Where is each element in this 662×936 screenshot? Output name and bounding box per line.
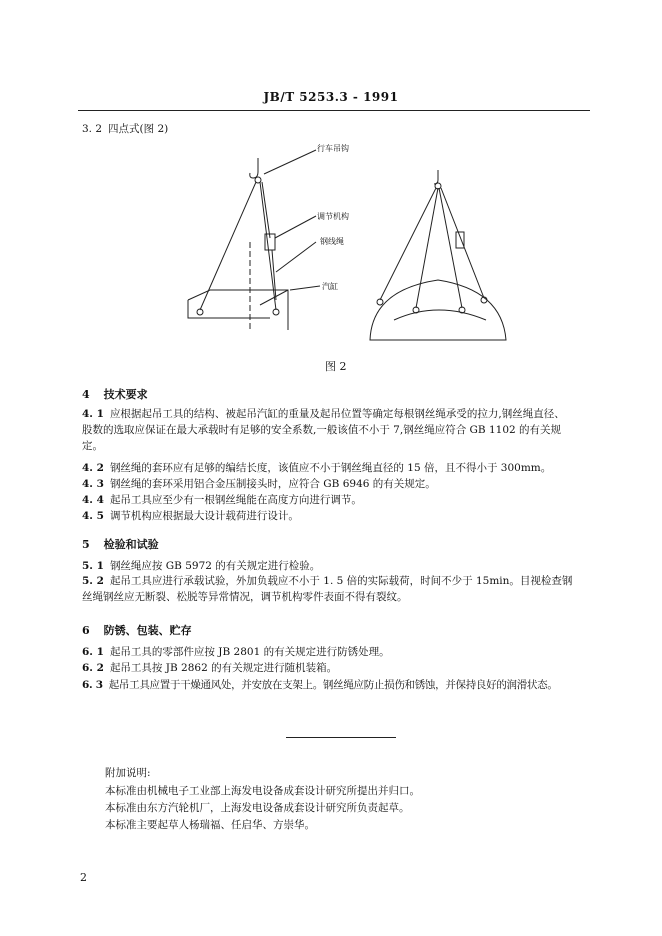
item-number: 4. 2 xyxy=(82,462,104,474)
section-title: 技术要求 xyxy=(103,388,148,401)
item-number: 4. 3 xyxy=(82,478,104,490)
item-text-line: 应根据起吊工具的结构、被起吊汽缸的重量及起吊位置等确定每根钢丝绳承受的拉力,钢丝绳直径、 xyxy=(109,408,565,420)
section-number: 3. 2 xyxy=(82,123,103,135)
section-5-heading xyxy=(82,536,159,552)
item-4-3 xyxy=(82,476,436,491)
section-title: 防锈、包装、贮存 xyxy=(103,624,192,637)
item-4-2 xyxy=(82,460,551,475)
adjuster-right xyxy=(456,232,464,248)
item-4-5 xyxy=(82,508,299,523)
section-number: 4 xyxy=(82,388,90,401)
item-6-3 xyxy=(82,677,558,692)
section-title: 四点式(图 2) xyxy=(108,123,169,135)
leader-cylinder xyxy=(290,286,320,290)
item-text: 调节机构应根据最大设计载荷进行设计。 xyxy=(109,510,299,522)
label-adjuster: 调节机构 xyxy=(317,212,349,221)
appendix-line: 本标准由东方汽轮机厂，上海发电设备成套设计研究所负责起草。 xyxy=(105,802,410,814)
item-text-line: 定。 xyxy=(82,440,103,452)
leader-wire xyxy=(276,242,316,272)
cylinder-inner-arc xyxy=(394,310,486,320)
appendix-line: 本标准主要起草人杨瑞福、任启华、方崇华。 xyxy=(105,819,315,831)
header-rule xyxy=(78,110,590,111)
item-text: 钢丝绳的套环应有足够的编结长度，该值应不小于钢丝绳直径的 15 倍，且不得小于 300mm。 xyxy=(109,462,552,474)
standard-header: JB/T 5253.3 - 1991 xyxy=(263,90,399,104)
item-text-line: 丝绳钢丝应无断裂、松脱等异常情况，调节机构零件表面不得有裂纹。 xyxy=(82,591,408,603)
item-number: 5. 1 xyxy=(82,560,104,572)
item-number: 4. 5 xyxy=(82,510,104,522)
page-number: 2 xyxy=(80,871,87,884)
appendix-separator xyxy=(286,737,396,738)
hook-shape-right xyxy=(434,170,438,184)
leader-hook xyxy=(264,150,316,174)
label-wire: 钢线绳 xyxy=(320,237,344,246)
section-4-heading xyxy=(82,386,148,402)
item-6-2 xyxy=(82,660,337,675)
appendix-line: 本标准由机械电子工业部上海发电设备成套设计研究所提出并归口。 xyxy=(105,785,420,797)
item-text: 钢丝绳应按 GB 5972 的有关规定进行检验。 xyxy=(109,560,321,572)
hook-shape xyxy=(250,158,258,178)
item-number: 6. 3 xyxy=(82,679,103,691)
section-title: 检验和试验 xyxy=(103,538,159,551)
item-text: 起吊工具应置于干燥通风处，并安放在支架上。钢丝绳应防止损伤和锈蚀，并保持良好的润滑状态。 xyxy=(108,679,558,691)
item-number: 6. 2 xyxy=(82,662,104,674)
figure-caption: 图 2 xyxy=(325,360,347,373)
section-number: 5 xyxy=(82,538,90,551)
section-6-heading xyxy=(82,622,192,638)
leader-adjuster xyxy=(275,216,316,238)
item-6-1 xyxy=(82,644,390,659)
item-number: 4. 1 xyxy=(82,408,104,420)
item-text: 起吊工具的零部件应按 JB 2801 的有关规定进行防锈处理。 xyxy=(109,646,390,658)
item-5-1 xyxy=(82,558,320,573)
item-text: 起吊工具按 JB 2862 的有关规定进行随机装箱。 xyxy=(109,662,338,674)
item-4-1 xyxy=(82,406,602,454)
section-3-2-heading xyxy=(82,121,168,136)
item-5-2 xyxy=(82,573,602,605)
figure-2-drawing xyxy=(180,140,520,350)
item-text: 起吊工具应至少有一根钢丝绳能在高度方向进行调节。 xyxy=(109,494,362,506)
item-4-4 xyxy=(82,492,362,507)
section-number: 6 xyxy=(82,624,90,637)
rope-left-back xyxy=(260,182,276,310)
item-number: 4. 4 xyxy=(82,494,104,506)
item-text-line: 起吊工具应进行承载试验，外加负载应不小于 1. 5 倍的实际载荷，时间不少于 15min。目视检查钢 xyxy=(109,575,573,587)
item-number: 6. 1 xyxy=(82,646,104,658)
item-number: 5. 2 xyxy=(82,575,104,587)
item-text-line: 股数的选取应保证在最大承载时有足够的安全系数,一般该值不小于 7,钢丝绳应符合 GB 1102 的有关规 xyxy=(82,424,562,436)
cylinder-top xyxy=(188,290,288,310)
appendix-title: 附加说明: xyxy=(105,767,151,779)
label-hook: 行车吊钩 xyxy=(317,144,349,153)
label-cylinder: 汽缸 xyxy=(322,282,338,291)
item-text: 钢丝绳的套环采用铝合金压制接头时，应符合 GB 6946 的有关规定。 xyxy=(109,478,436,490)
